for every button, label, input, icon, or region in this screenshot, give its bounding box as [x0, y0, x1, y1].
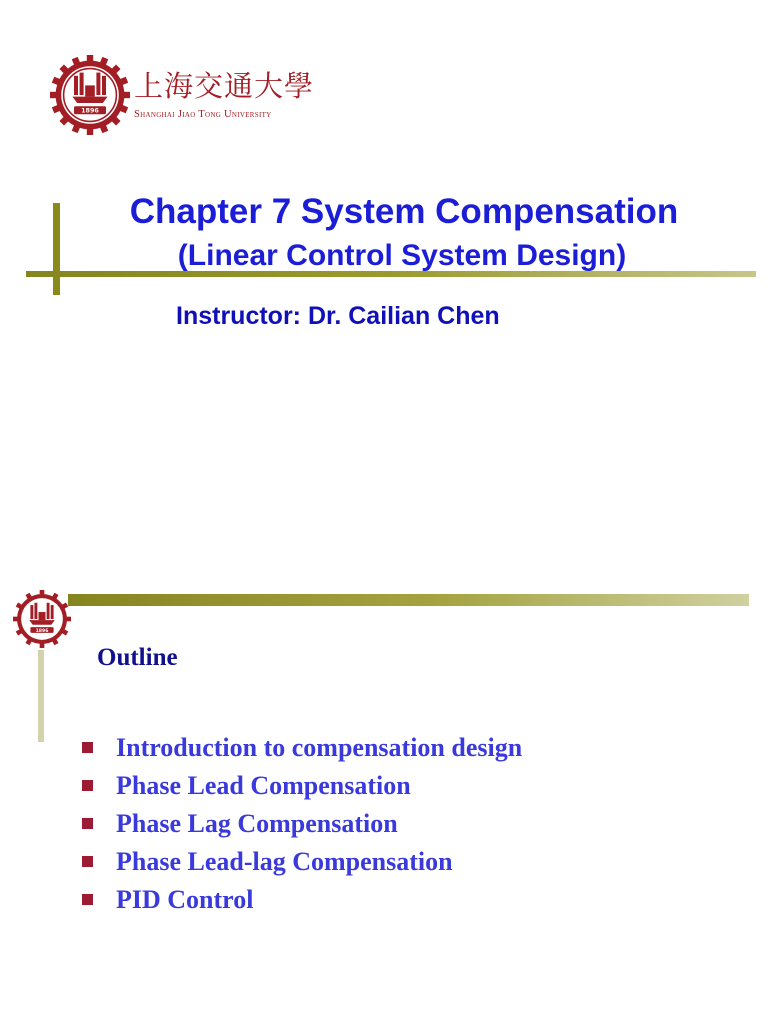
list-item-label: Phase Lag Compensation: [116, 809, 398, 838]
horizontal-accent-bar: [68, 594, 749, 606]
list-item-label: PID Control: [116, 885, 254, 914]
vertical-accent-bar: [38, 650, 44, 742]
list-item-label: Phase Lead Compensation: [116, 771, 411, 800]
list-item-label: Introduction to compensation design: [116, 733, 523, 762]
square-bullet-icon: [82, 742, 93, 753]
outline-slide: [0, 555, 768, 1024]
university-seal-icon: [13, 590, 71, 648]
instructor-line: Instructor: Dr. Cailian Chen: [176, 302, 500, 330]
university-name-chinese: 上海交通大學: [134, 69, 315, 103]
slide-title: Chapter 7 System Compensation: [129, 192, 679, 231]
square-bullet-icon: [82, 894, 93, 905]
svg-text:1896: 1896: [35, 628, 49, 634]
square-bullet-icon: [82, 856, 93, 867]
slide-subtitle: (Linear Control System Design): [177, 239, 627, 272]
university-name-english: Shanghai Jiao Tong University: [134, 109, 272, 120]
square-bullet-icon: [82, 818, 93, 829]
list-item-label: Phase Lead-lag Compensation: [116, 847, 453, 876]
svg-text:1896: 1896: [81, 106, 99, 115]
outline-heading: Outline: [97, 644, 178, 671]
university-seal-logo: [50, 55, 130, 135]
square-bullet-icon: [82, 780, 93, 791]
